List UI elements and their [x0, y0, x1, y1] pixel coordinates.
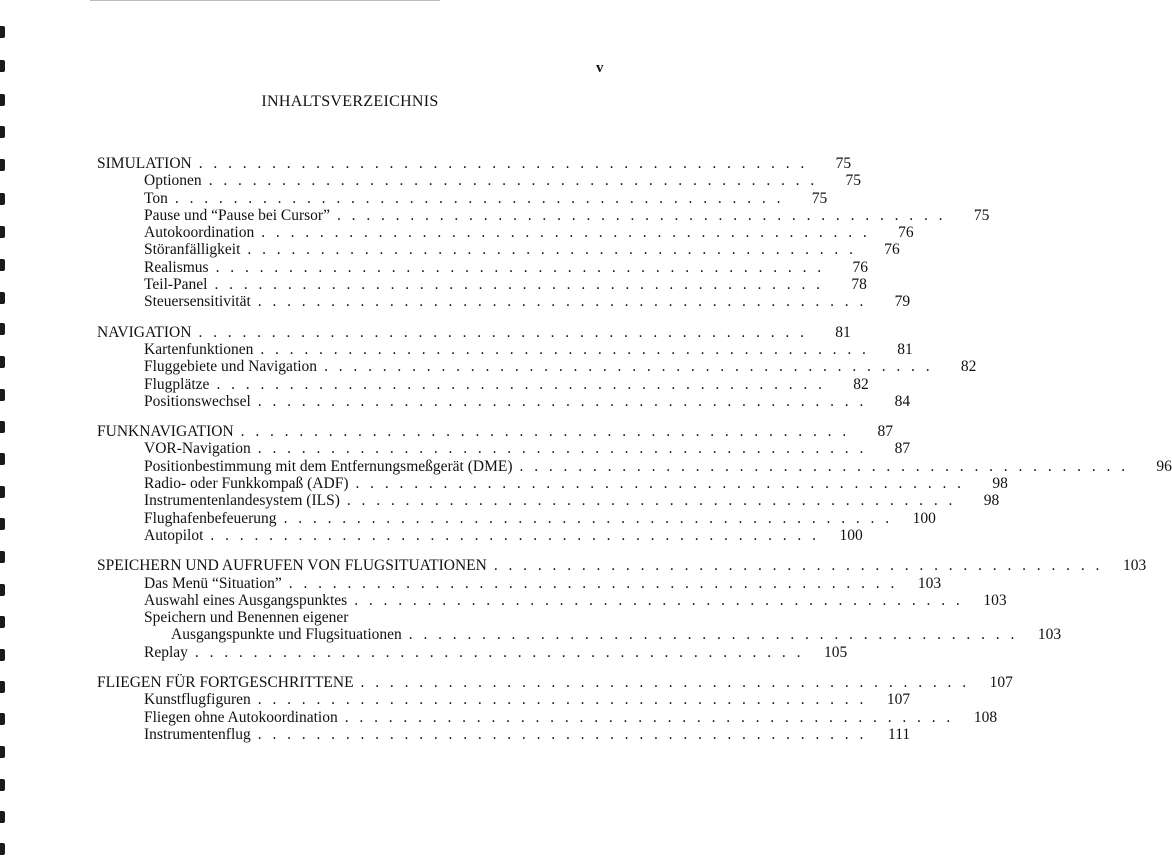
toc-entry-page: 100: [839, 526, 863, 544]
toc-entry-label: Auswahl eines Ausgangspunktes: [144, 591, 348, 609]
dot-leader: ..........................................: [288, 574, 906, 592]
toc-entry: [97, 241, 900, 259]
binding-hole: [0, 616, 5, 628]
toc-entry-page: 79: [894, 293, 911, 311]
dot-leader: ..........................................: [408, 626, 1026, 644]
toc-entry-page: 81: [897, 340, 913, 358]
toc-entry-page: 105: [824, 643, 848, 661]
toc-entry-label: Fluggebiete und Navigation: [144, 358, 318, 376]
toc-chapter-page: 107: [989, 674, 1013, 692]
dot-leader: ..........................................: [324, 358, 941, 376]
toc-entry: [97, 509, 936, 527]
top-rule: [90, 0, 440, 1]
dot-leader: ..........................................: [240, 423, 857, 441]
toc-entry-label: Ton: [144, 189, 168, 207]
dot-leader: ..........................................: [355, 475, 972, 493]
toc-entry-label: Kunstflugfiguren: [144, 691, 251, 709]
toc-entry-page: 87: [894, 440, 911, 458]
binding-hole: [0, 193, 5, 205]
toc-entry-label: Optionen: [144, 172, 202, 190]
toc-entry: [97, 258, 868, 276]
dot-leader: ..........................................: [344, 708, 962, 726]
dot-leader: ..........................................: [257, 293, 875, 311]
toc-entry-label: Replay: [144, 643, 188, 661]
toc-chapter-label: FLIEGEN FÜR FORTGESCHRITTENE: [97, 674, 354, 692]
binding-hole: [0, 584, 5, 596]
toc-section: [97, 557, 1147, 661]
toc-entry: [97, 440, 911, 458]
toc-entry-page: 107: [886, 691, 911, 709]
toc-entry: [97, 591, 1007, 609]
toc-entry: [97, 206, 990, 224]
binding-hole: [0, 126, 5, 138]
toc-entry-label: Instrumentenlandesystem (ILS): [144, 492, 340, 510]
toc-entry-label: Teil-Panel: [144, 276, 208, 294]
dot-leader: ..........................................: [354, 591, 971, 609]
dot-leader: ..........................................: [174, 189, 792, 207]
toc-chapter-page: 81: [835, 323, 851, 341]
toc-entry-page: 108: [973, 708, 998, 726]
toc-entry-label: Das Menü “Situation”: [144, 574, 282, 592]
toc-entry: [97, 725, 911, 743]
dot-leader: ..........................................: [257, 725, 875, 743]
toc-entry: [97, 609, 613, 626]
binding-hole: [0, 713, 5, 725]
toc-entry-label: Positionswechsel: [144, 392, 251, 410]
dot-leader: ..........................................: [260, 340, 877, 358]
dot-leader: ..........................................: [194, 643, 812, 661]
toc-entry-page: 100: [912, 509, 936, 527]
binding-hole: [0, 259, 5, 271]
toc-entry: [97, 172, 862, 190]
binding-hole: [0, 843, 5, 855]
toc-chapter: [97, 423, 893, 441]
toc-entry: [97, 340, 913, 358]
toc-chapter: [97, 674, 1013, 692]
binding-hole: [0, 746, 5, 758]
dot-leader: ..........................................: [247, 241, 864, 259]
toc-entry-continuation-label: Ausgangspunkte und Flugsituationen: [171, 626, 402, 644]
toc-entry-page: 111: [888, 725, 911, 743]
dot-leader: ..........................................: [283, 509, 900, 527]
toc-entry-label: Autokoordination: [144, 224, 255, 242]
toc-entry-page: 103: [917, 574, 942, 592]
toc-entry-label: Kartenfunktionen: [144, 340, 254, 358]
toc-entry: [97, 358, 977, 376]
toc-entry-page: 82: [853, 375, 869, 393]
binding-hole: [0, 811, 5, 823]
toc-entry: [97, 392, 911, 410]
toc-entry-page: 75: [811, 189, 828, 207]
toc-entry: [97, 276, 867, 294]
binding-hole: [0, 779, 5, 791]
dot-leader: ..........................................: [198, 155, 816, 172]
toc-entry: [97, 492, 1000, 510]
toc-chapter-page: 75: [835, 155, 852, 172]
toc-chapter-label: SPEICHERN UND AUFRUFEN VON FLUGSITUATIONEN: [97, 557, 487, 575]
binding-hole: [0, 518, 5, 530]
toc-entry-page: 76: [852, 258, 868, 276]
binding-hole: [0, 159, 5, 171]
toc-entry-continuation-page: 103: [1037, 626, 1062, 644]
table-of-contents: [97, 155, 1172, 756]
toc-entry: [97, 475, 1008, 493]
binding-hole: [0, 323, 5, 335]
toc-section: [97, 155, 990, 311]
toc-entry-page: 76: [884, 241, 900, 259]
toc-entry-page: 98: [983, 492, 1000, 510]
dot-leader: ..........................................: [336, 206, 954, 224]
toc-entry: [97, 708, 998, 726]
binding-hole: [0, 292, 5, 304]
toc-entry-page: 82: [960, 358, 977, 376]
toc-entry-label: Radio- oder Funkkompaß (ADF): [144, 475, 349, 493]
toc-entry-label: Positionbestimmung mit dem Entfernungsmeßgerät (DME): [144, 457, 513, 475]
toc-entry: [97, 574, 942, 592]
binding-hole: [0, 60, 5, 72]
dot-leader: ..........................................: [214, 276, 831, 294]
toc-entry-continuation: [97, 626, 1062, 644]
binding-hole: [0, 226, 5, 238]
toc-entry: [97, 643, 848, 661]
dot-leader: ..........................................: [257, 691, 875, 709]
toc-entry: [97, 526, 863, 544]
toc-entry-label: VOR-Navigation: [144, 440, 251, 458]
toc-entry: [97, 691, 911, 709]
dot-leader: ..........................................: [360, 674, 977, 692]
toc-entry: [97, 375, 869, 393]
toc-entry-label: Flughafenbefeuerung: [144, 509, 277, 527]
toc-entry-label: Störanfälligkeit: [144, 241, 241, 259]
toc-entry-page: 103: [983, 591, 1007, 609]
toc-entry-label: Fliegen ohne Autokoordination: [144, 708, 338, 726]
toc-entry-page: 75: [845, 172, 862, 190]
binding-hole: [0, 389, 5, 401]
binding-holes: [0, 0, 10, 867]
dot-leader: ..........................................: [519, 457, 1136, 475]
binding-hole: [0, 421, 5, 433]
toc-entry: [97, 224, 914, 242]
toc-entry-label: Realismus: [144, 258, 209, 276]
toc-section: [97, 674, 1013, 743]
toc-entry: [97, 457, 1172, 475]
toc-chapter: [97, 323, 851, 341]
toc-entry-label: Steuersensitivität: [144, 293, 251, 311]
binding-hole: [0, 356, 5, 368]
toc-entry-label: Flugplätze: [144, 375, 210, 393]
binding-hole: [0, 26, 5, 38]
binding-hole: [0, 486, 5, 498]
dot-leader: ..........................................: [215, 258, 832, 276]
toc-section: [97, 423, 1172, 544]
dot-leader: ..........................................: [493, 557, 1111, 575]
toc-chapter: [97, 155, 852, 172]
dot-leader: ..........................................: [257, 440, 875, 458]
toc-entry-page: 98: [992, 475, 1008, 493]
binding-hole: [0, 681, 5, 693]
toc-entry-label: Pause und “Pause bei Cursor”: [144, 206, 330, 224]
dot-leader: ..........................................: [257, 392, 875, 410]
toc-title: INHALTSVERZEICHNIS: [261, 93, 439, 110]
toc-entry: [97, 189, 828, 207]
page-number: v: [596, 60, 604, 76]
toc-entry-label: Instrumentenflug: [144, 725, 251, 743]
dot-leader: ..........................................: [346, 492, 964, 510]
dot-leader: ..........................................: [210, 526, 827, 544]
dot-leader: ..........................................: [216, 375, 833, 393]
binding-hole: [0, 551, 5, 563]
toc-entry-page: 78: [851, 276, 867, 294]
toc-entry-label: Speichern und Benennen eigener: [144, 609, 349, 627]
toc-chapter-page: 103: [1122, 557, 1147, 575]
toc-chapter-page: 87: [877, 423, 893, 441]
dot-leader: ..........................................: [261, 224, 878, 242]
toc-entry-page: 96: [1156, 457, 1172, 475]
toc-entry-page: 76: [898, 224, 914, 242]
toc-entry-label: Autopilot: [144, 526, 204, 544]
toc-entry-page: 84: [894, 392, 911, 410]
toc-section: [97, 323, 977, 410]
dot-leader: ..........................................: [208, 172, 826, 190]
toc-entry-page: 75: [973, 206, 990, 224]
toc-chapter-label: SIMULATION: [97, 155, 192, 172]
toc-chapter-label: NAVIGATION: [97, 323, 192, 341]
toc-chapter: [97, 557, 1147, 575]
binding-hole: [0, 453, 5, 465]
toc-chapter-label: FUNKNAVIGATION: [97, 423, 234, 441]
binding-hole: [0, 649, 5, 661]
dot-leader: ..........................................: [198, 323, 815, 341]
toc-entry: [97, 293, 911, 311]
